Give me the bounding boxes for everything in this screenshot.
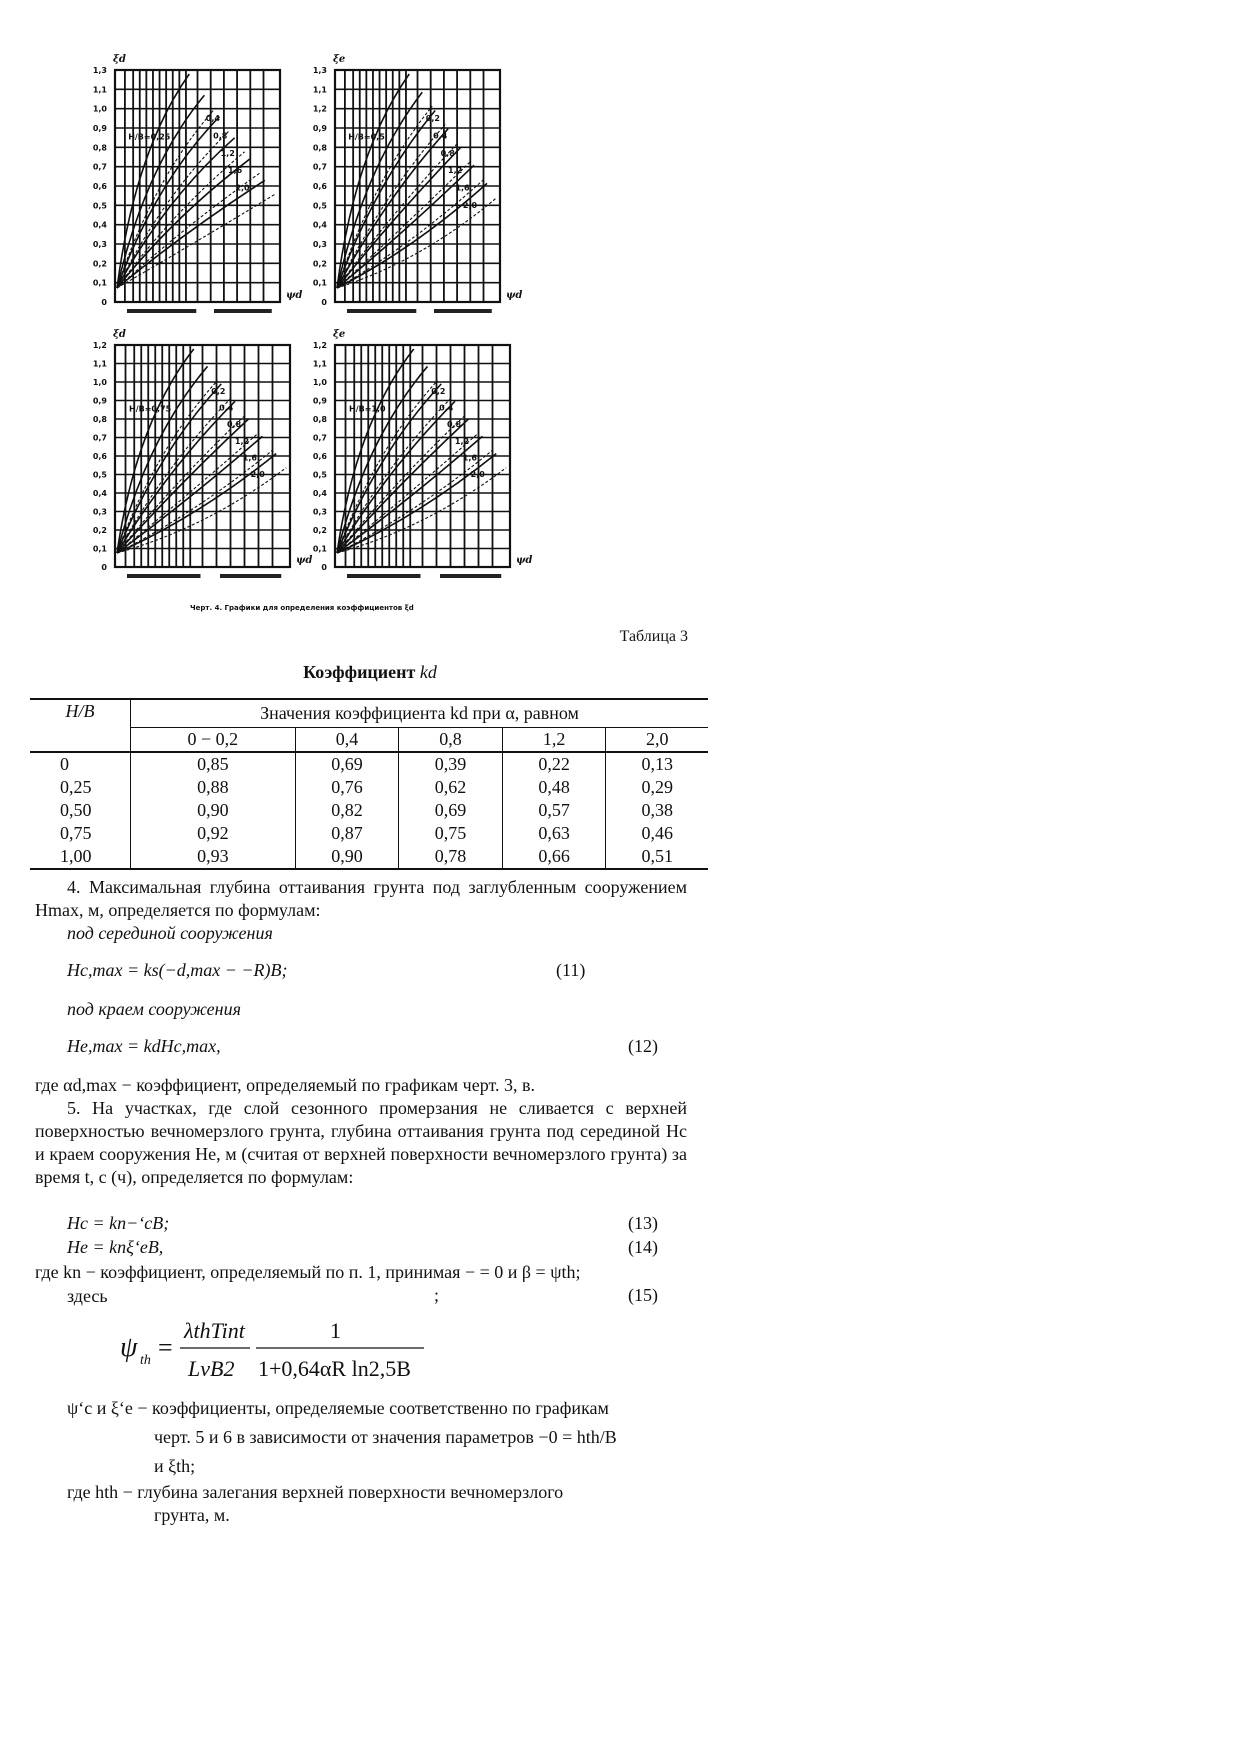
col-header-span: Значения коэффициента kd при α, равном (131, 699, 709, 728)
formula-12: He,max = kdHc,max, (67, 1036, 221, 1056)
y-tick-label: 0,4 (92, 220, 107, 230)
y-tick-label: 0,5 (92, 201, 107, 211)
kd-value-cell: 0,69 (399, 799, 503, 822)
y-tick-label: 0,4 (92, 489, 107, 498)
x-tick-band (440, 574, 501, 578)
y-tick-label: 0,3 (312, 240, 327, 249)
y-tick-label: 0,8 (92, 143, 107, 153)
y-tick-label: 0,3 (92, 240, 107, 249)
kd-value-cell: 0,51 (606, 845, 708, 869)
x-axis-label: ψd (516, 555, 533, 566)
curve-label: 0,2 (431, 386, 446, 396)
hb-cell: 0 (60, 754, 69, 774)
y-tick-label: 0,2 (92, 526, 107, 535)
psi-explanation (67, 1394, 687, 1481)
formula-12-number: (12) (628, 1036, 658, 1056)
curve-label: 2,0 (470, 470, 485, 480)
kd-value-cell: 0,62 (399, 776, 503, 799)
formula-15 (118, 1310, 438, 1390)
x-tick-band (220, 574, 281, 578)
formula-15-num1: λthTint (184, 1318, 245, 1343)
curve-label: 0,2 (425, 114, 440, 124)
y-tick-label: 1,1 (312, 359, 327, 369)
kd-value-cell: 0,88 (131, 776, 296, 799)
x-axis-label: ψd (296, 555, 313, 566)
alpha-header-cell: 1,2 (502, 728, 606, 753)
formula-15-lhs-sub: th (140, 1353, 151, 1368)
y-tick-label: 0,3 (312, 507, 327, 517)
kd-value-cell: 0,48 (502, 776, 606, 799)
curve-label: 0,8 (227, 420, 242, 430)
y-tick-label: 1,2 (312, 341, 327, 350)
y-tick-label: 0,1 (92, 544, 107, 554)
psi-line-3: и ξth; (154, 1456, 196, 1476)
chart-curve (117, 159, 250, 288)
x-axis-label: ψd (286, 290, 303, 301)
y-tick-label: 1,1 (312, 85, 327, 95)
psi-line-1: ψ‘c и ξ‘e − коэффициенты, определяемые соответственно по графикам (67, 1398, 609, 1418)
curve-label: 0,4 (439, 403, 454, 413)
kd-value-cell: 0,39 (399, 752, 503, 776)
formula-15-num2: 1 (330, 1318, 341, 1343)
y-tick-label: 0,4 (312, 489, 327, 498)
parameter-label: H/B=0,5 (348, 132, 385, 142)
hth-line-1: где hth − глубина залегания верхней поверхности вечномерзлого (67, 1482, 564, 1502)
kd-table-body (30, 752, 708, 869)
table-row (30, 799, 708, 822)
nomogram-figure (80, 40, 600, 630)
psi-line-2: черт. 5 и 6 в зависимости от значения параметров −0 = hth/B (154, 1427, 617, 1447)
x-tick-band (127, 574, 201, 578)
y-tick-label: 0,3 (92, 507, 107, 517)
y-tick-label: 0,9 (312, 124, 327, 133)
y-tick-label: 1,0 (92, 378, 107, 387)
y-tick-label: 1,3 (92, 66, 107, 75)
nomogram-charts (80, 40, 600, 630)
y-axis-label: ξe (333, 54, 346, 65)
y-tick-label: 0,6 (92, 452, 107, 461)
alpha-header-row (30, 728, 708, 753)
formula-13-number: (13) (628, 1213, 658, 1233)
y-tick-label: 0,6 (312, 452, 327, 461)
kd-value-cell: 0,66 (502, 845, 606, 869)
y-tick-label: 0,1 (92, 278, 107, 288)
formula-14-number: (14) (628, 1237, 658, 1257)
paragraph-4: 4. Максимальная глубина оттаивания грунта под заглубленным сооружением Hmax, м, определяется по формулам: (35, 877, 687, 920)
y-tick-label: 1,1 (92, 359, 107, 369)
y-tick-label: 0,7 (92, 433, 107, 443)
formula-15-eq: = (158, 1333, 173, 1362)
y-tick-label: 0,5 (92, 470, 107, 480)
y-tick-label: 0,6 (92, 182, 107, 191)
under-middle-label: под серединой сооружения (67, 923, 273, 943)
x-tick-band (347, 309, 416, 313)
curve-label: 0,4 (433, 131, 448, 141)
curve-label: 0,8 (440, 148, 455, 158)
y-tick-label: 0,2 (92, 259, 107, 269)
curve-label: 2,0 (235, 183, 250, 193)
x-tick-band (214, 309, 272, 313)
y-tick-label: 1,2 (312, 104, 327, 114)
parameter-label: H/B=0,25 (128, 132, 171, 142)
x-axis-label: ψd (506, 290, 523, 301)
table-row (30, 822, 708, 845)
kd-value-cell: 0,93 (131, 845, 296, 869)
kd-value-cell: 0,38 (606, 799, 708, 822)
y-tick-label: 0,5 (312, 470, 327, 480)
table-row (30, 752, 708, 776)
table-row (30, 776, 708, 799)
col-header-hb (30, 699, 131, 752)
x-tick-band (127, 309, 196, 313)
alpha-header-cell: 2,0 (606, 728, 708, 753)
y-tick-label: 0 (101, 563, 107, 572)
where-kn-text: где kn − коэффициент, определяемый по п. 1, принимая − = 0 и β = ψth; (35, 1262, 581, 1282)
kd-value-cell: 0,92 (131, 822, 296, 845)
y-tick-label: 1,2 (92, 341, 107, 350)
y-tick-label: 0,9 (92, 124, 107, 133)
curve-label: 1,2 (220, 148, 235, 158)
formula-15-den2: 1+0,64αR ln2,5B (258, 1356, 411, 1381)
curve-label: 1,2 (448, 166, 463, 176)
y-tick-label: 0,9 (92, 396, 107, 406)
table-title (30, 662, 710, 683)
here-label: здесь (67, 1286, 108, 1306)
y-tick-label: 0,7 (92, 162, 107, 172)
paragraph-5: 5. На участках, где слой сезонного промерзания не сливается с верхней поверхностью вечномерзлого грунта, глубина оттаивания грунта под серединой Hc и краем сооружения He, м (считая от верхней поверхности вечномерзлого грунта) за время t, с (ч), определяется по формулам: (35, 1098, 687, 1187)
y-tick-label: 0,1 (312, 278, 327, 288)
col-header-hb-text: H/B (65, 701, 95, 721)
hb-cell: 0,50 (60, 800, 92, 820)
alpha-header-cell: 0 − 0,2 (131, 728, 296, 753)
parameter-label: H/B=0,75 (129, 404, 172, 414)
y-axis-label: ξd (113, 329, 126, 340)
y-tick-label: 0 (321, 298, 327, 307)
figure-caption: Черт. 4. Графики для определения коэффициентов ξd (190, 604, 414, 612)
y-tick-label: 0,7 (312, 433, 327, 443)
kd-value-cell: 0,82 (295, 799, 399, 822)
kd-value-cell: 0,87 (295, 822, 399, 845)
y-tick-label: 1,1 (92, 85, 107, 95)
curve-label: 2,0 (462, 201, 478, 211)
curve-label: 0,4 (205, 114, 220, 124)
y-tick-label: 0,8 (92, 415, 107, 424)
y-tick-label: 0,7 (312, 162, 327, 172)
formula-15-number: (15) (628, 1285, 658, 1305)
curve-label: 2,0 (250, 470, 265, 480)
kd-table (30, 698, 708, 870)
formula-15-lhs: ψ (120, 1332, 138, 1363)
alpha-header-cell: 0,4 (295, 728, 399, 753)
kd-value-cell: 0,90 (295, 845, 399, 869)
y-axis-label: ξd (113, 54, 126, 65)
formula-13: Hc = kn−‘cB; (67, 1213, 170, 1233)
x-tick-band (347, 574, 421, 578)
kd-value-cell: 0,69 (295, 752, 399, 776)
formula-11-number: (11) (556, 960, 586, 980)
table-title-text: Коэффициент (303, 662, 416, 682)
kd-value-cell: 0,78 (399, 845, 503, 869)
table-title-symbol: kd (419, 662, 437, 682)
y-axis-label: ξe (333, 329, 346, 340)
y-tick-label: 1,3 (312, 66, 327, 75)
y-tick-label: 0,6 (312, 182, 327, 191)
curve-label: 1,6 (228, 166, 243, 176)
y-tick-label: 0 (321, 563, 327, 572)
hth-line-2: грунта, м. (154, 1505, 230, 1525)
hb-cell: 0,25 (60, 777, 92, 797)
kd-value-cell: 0,63 (502, 822, 606, 845)
y-tick-label: 0,8 (312, 143, 327, 153)
parameter-label: H/B=1,0 (349, 404, 386, 414)
curve-label: 0,2 (211, 386, 226, 396)
kd-value-cell: 0,57 (502, 799, 606, 822)
formula-11: Hc,max = ks(−d,max − −R)B; (67, 960, 288, 980)
curve-label: 0,8 (447, 420, 462, 430)
y-tick-label: 0,9 (312, 396, 327, 406)
where-alpha-text: где αd,max − коэффициент, определяемый по графикам черт. 3, в. (35, 1075, 536, 1095)
x-tick-band (434, 309, 492, 313)
formula-15-den1: LvB2 (188, 1356, 235, 1381)
kd-value-cell: 0,46 (606, 822, 708, 845)
under-edge-label: под краем сооружения (67, 999, 241, 1019)
y-tick-label: 0,2 (312, 526, 327, 535)
curve-label: 1,6 (242, 453, 257, 463)
kd-value-cell: 0,85 (131, 752, 296, 776)
hb-cell: 1,00 (30, 845, 131, 869)
y-tick-label: 0,8 (312, 415, 327, 424)
kd-value-cell: 0,90 (131, 799, 296, 822)
table-row (30, 845, 708, 869)
hb-cell: 0,75 (60, 823, 92, 843)
curve-label: 1,2 (454, 436, 470, 446)
y-tick-label: 0,2 (312, 259, 327, 269)
kd-value-cell: 0,75 (399, 822, 503, 845)
curve-label: 0,8 (213, 131, 228, 141)
formula-14: He = knξ‘eB, (67, 1237, 164, 1257)
curve-label: 1,6 (455, 183, 470, 193)
y-tick-label: 0 (101, 298, 107, 307)
kd-value-cell: 0,76 (295, 776, 399, 799)
y-tick-label: 0,4 (312, 220, 327, 230)
hth-explanation (67, 1481, 687, 1527)
kd-value-cell: 0,29 (606, 776, 708, 799)
formula-15-semicolon: ; (434, 1285, 440, 1305)
y-tick-label: 1,0 (312, 378, 327, 387)
kd-value-cell: 0,13 (606, 752, 708, 776)
y-tick-label: 1,0 (92, 104, 107, 114)
alpha-header-cell: 0,8 (399, 728, 503, 753)
kd-value-cell: 0,22 (502, 752, 606, 776)
y-tick-label: 0,1 (312, 544, 327, 554)
table-number: Таблица 3 (619, 628, 688, 645)
curve-label: 1,2 (234, 436, 250, 446)
y-tick-label: 0,5 (312, 201, 327, 211)
curve-label: 1,6 (462, 453, 477, 463)
curve-label: 0,4 (219, 403, 234, 413)
